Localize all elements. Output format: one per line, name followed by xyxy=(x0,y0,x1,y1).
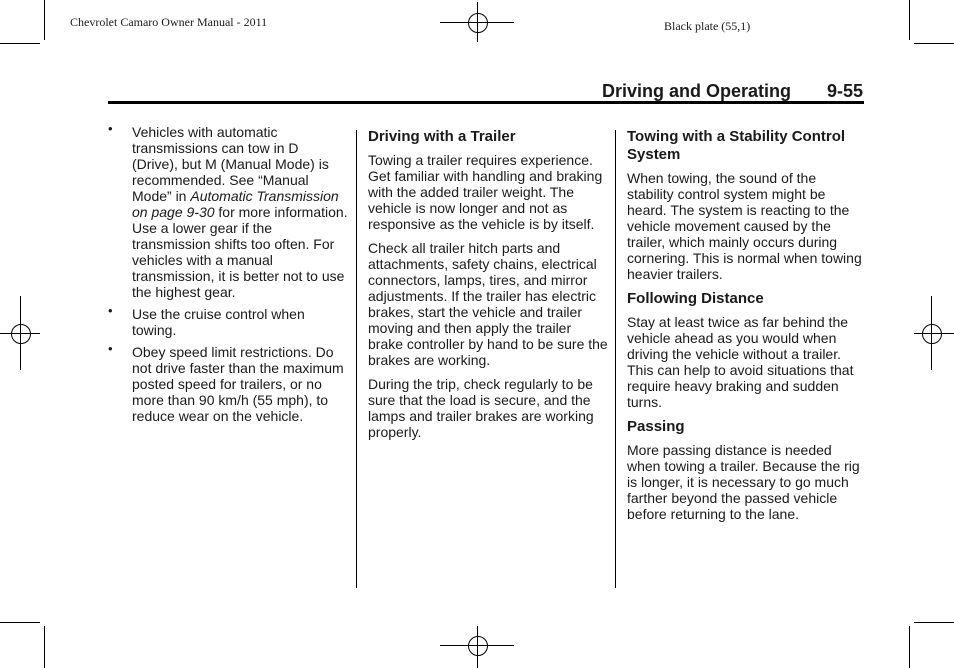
manual-title: Chevrolet Camaro Owner Manual - 2011 xyxy=(70,15,268,29)
list-item: • Obey speed limit restrictions. Do not drive faster than the maximum posted speed for trailers, or no more than 90 km/h (55 mph), to reduce wear on the vehicle. xyxy=(108,341,344,424)
header-rule xyxy=(108,101,864,104)
subsection-heading: Passing xyxy=(627,418,685,435)
subsection-heading: Following Distance xyxy=(627,290,764,307)
bullet-icon: • xyxy=(108,341,113,356)
column-1 xyxy=(108,120,348,430)
subsection-heading: Towing with a Stability Control System xyxy=(627,128,846,163)
plate-label: Black plate (55,1) xyxy=(664,19,751,33)
column-divider xyxy=(356,130,357,588)
page-number: 9-55 xyxy=(827,81,864,101)
column-divider xyxy=(615,130,616,588)
paragraph: Towing a trailer requires experience. Get familiar with handling and braking with the added trailer weight. The vehicle is now longer and not as responsive as the vehicle is by itself. xyxy=(368,152,603,232)
bullet-list xyxy=(108,121,348,424)
column-2 xyxy=(368,128,608,448)
column-3 xyxy=(627,128,863,530)
paragraph: More passing distance is needed when towing a trailer. Because the rig is longer, it is necessary to go much farther beyond the passed vehicle before returning to the lane. xyxy=(627,442,860,522)
list-item: • Use the cruise control when towing. xyxy=(108,303,305,338)
subsection-heading: Driving with a Trailer xyxy=(368,128,516,145)
list-item: • Vehicles with automatic transmissions can tow in D (Drive), but M (Manual Mode) is recommended. See “Manual Mode” in Automatic Transmission on page 9-30 for more information. Use a lower gear if the transmission shifts too often. For vehicles with a manual transmission, it is better not to use the highest gear. xyxy=(108,121,348,300)
paragraph: During the trip, check regularly to be sure that the load is secure, and the lamps and trailer brakes are working properly. xyxy=(368,376,594,440)
paragraph: Check all trailer hitch parts and attachments, safety chains, electrical connectors, lamps, tires, and mirror adjustments. If the trailer has electric brakes, start the vehicle and trailer moving and then apply the trailer brake controller by hand to be sure the brakes are working. xyxy=(368,240,608,368)
paragraph: Stay at least twice as far behind the vehicle ahead as you would when driving the vehicle without a trailer. This can help to avoid situations that require heavy braking and sudden turns. xyxy=(627,314,854,410)
paragraph: When towing, the sound of the stability control system might be heard. The system is reacting to the vehicle movement caused by the trailer, which mainly occurs during cornering. This is normal when towing heavier trailers. xyxy=(627,170,862,282)
section-title: Driving and Operating xyxy=(602,81,792,101)
bullet-icon: • xyxy=(108,303,113,318)
cross-reference: Automatic Transmission on page 9-30 xyxy=(132,188,339,220)
bullet-icon: • xyxy=(108,121,113,136)
